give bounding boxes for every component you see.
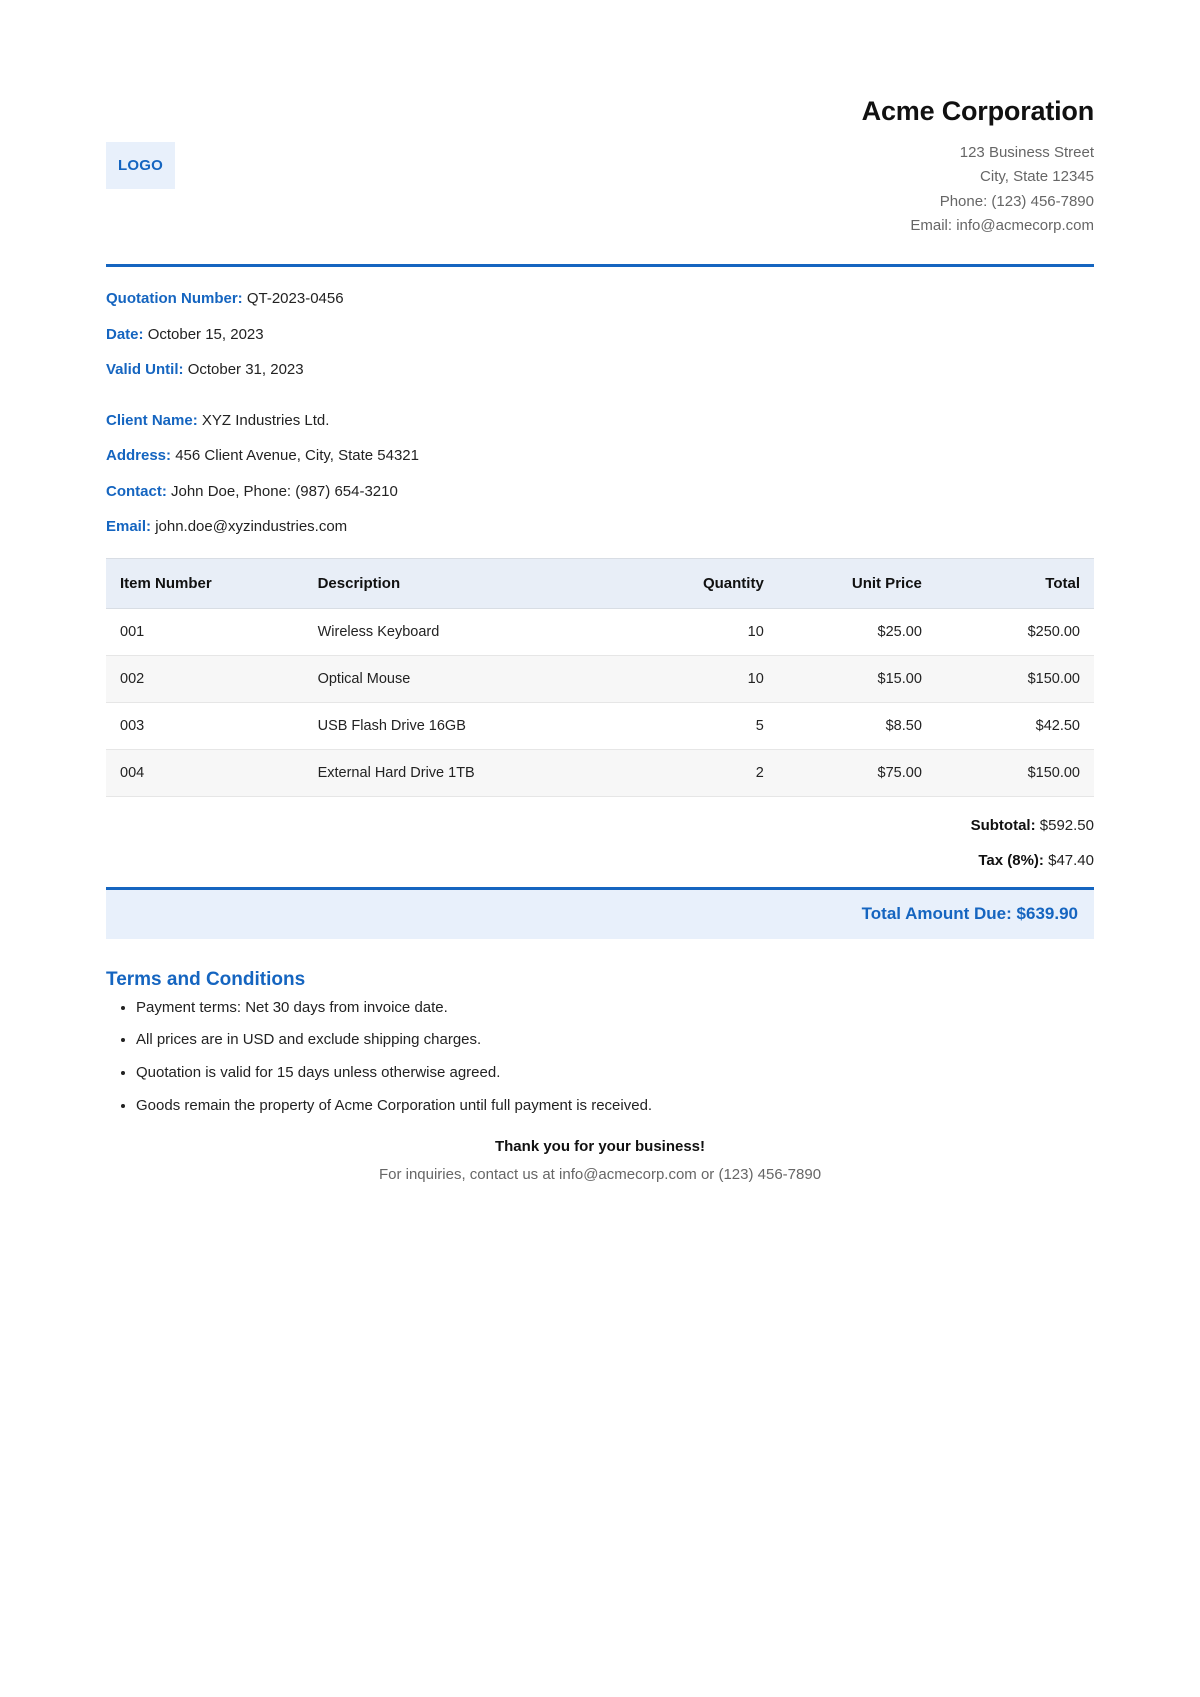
total-amount-due-band [106,887,1094,939]
valid-until-label: Valid Until: [106,361,184,379]
table-row [106,749,1094,796]
cell-quantity: 10 [610,655,778,702]
footer-contact-line: For inquiries, contact us at info@acmecorp.com or (123) 456-7890 [378,1165,822,1183]
cell-total: $250.00 [936,608,1094,655]
cell-quantity: 10 [610,608,778,655]
column-header-unit-price: Unit Price [778,558,936,608]
date-row [106,327,1094,344]
client-contact-value: John Doe, Phone: (987) 654-3210 [171,482,398,500]
date-label: Date: [106,325,144,343]
client-email-label: Email: [106,518,152,536]
client-address-value: 456 Client Avenue, City, State 54321 [175,447,419,465]
table-row [106,702,1094,749]
meta-spacer [106,398,1094,413]
terms-and-conditions-list [106,999,1094,1116]
document-footer [106,1138,1094,1183]
cell-unit-price: $25.00 [778,608,936,655]
client-name-label: Client Name: [106,411,198,429]
company-address-line-1: 123 Business Street [959,144,1094,162]
cell-total: $150.00 [936,655,1094,702]
quotation-number-row [106,291,1094,308]
company-logo: LOGO [106,142,175,189]
footer-thanks-message: Thank you for your business! [494,1137,706,1155]
cell-item-number: 004 [106,749,304,796]
client-email-value: john.doe@xyzindustries.com [155,518,348,536]
cell-item-number: 002 [106,655,304,702]
cell-total: $150.00 [936,749,1094,796]
client-email-row [106,519,1094,536]
total-amount-due-value: $639.90 [1016,903,1078,923]
list-item: • Payment terms: Net 30 days from invoice date. [136,999,1094,1018]
cell-unit-price: $8.50 [778,702,936,749]
document-header [106,96,1094,267]
column-header-item-number: Item Number [106,558,304,608]
quotation-number-label: Quotation Number: [106,290,243,308]
list-item: • Goods remain the property of Acme Corporation until full payment is received. [136,1097,1094,1116]
column-header-quantity: Quantity [610,558,778,608]
client-address-row [106,448,1094,465]
valid-until-row [106,362,1094,379]
column-header-description: Description [304,558,610,608]
client-contact-row [106,484,1094,501]
quotation-meta-section [106,267,1094,536]
client-name-row [106,413,1094,430]
column-header-total: Total [936,558,1094,608]
list-item: • All prices are in USD and exclude shipping charges. [136,1031,1094,1050]
cell-item-number: 003 [106,702,304,749]
cell-description: Optical Mouse [304,655,610,702]
company-email: Email: info@acmecorp.com [910,216,1094,234]
cell-quantity: 5 [610,702,778,749]
company-info-block [175,96,1094,238]
subtotal-label: Subtotal: [970,816,1036,834]
table-header-row [106,558,1094,608]
table-row [106,655,1094,702]
list-item: • Quotation is valid for 15 days unless otherwise agreed. [136,1064,1094,1083]
date-value: October 15, 2023 [147,325,264,343]
subtotal-row [106,817,1094,834]
totals-section [106,817,1094,869]
client-contact-label: Contact: [106,482,167,500]
cell-description: Wireless Keyboard [304,608,610,655]
client-address-label: Address: [106,447,172,465]
tax-label: Tax (8%): [978,851,1044,869]
cell-item-number: 001 [106,608,304,655]
total-amount-due-label: Total Amount Due: [861,903,1012,923]
cell-description: USB Flash Drive 16GB [304,702,610,749]
company-phone: Phone: (123) 456-7890 [939,192,1094,210]
table-row [106,608,1094,655]
subtotal-value: $592.50 [1039,816,1094,834]
cell-description: External Hard Drive 1TB [304,749,610,796]
terms-and-conditions-title: Terms and Conditions [106,968,306,990]
line-items-table [106,558,1094,797]
quotation-number-value: QT-2023-0456 [246,290,344,308]
cell-unit-price: $75.00 [778,749,936,796]
company-address-line-2: City, State 12345 [980,168,1094,186]
line-items-table-head [106,558,1094,608]
valid-until-value: October 31, 2023 [187,361,304,379]
client-name-value: XYZ Industries Ltd. [201,411,330,429]
cell-unit-price: $15.00 [778,655,936,702]
tax-row [106,852,1094,869]
cell-total: $42.50 [936,702,1094,749]
company-name: Acme Corporation [861,96,1094,126]
tax-value: $47.40 [1048,851,1094,869]
cell-quantity: 2 [610,749,778,796]
line-items-table-body [106,608,1094,796]
